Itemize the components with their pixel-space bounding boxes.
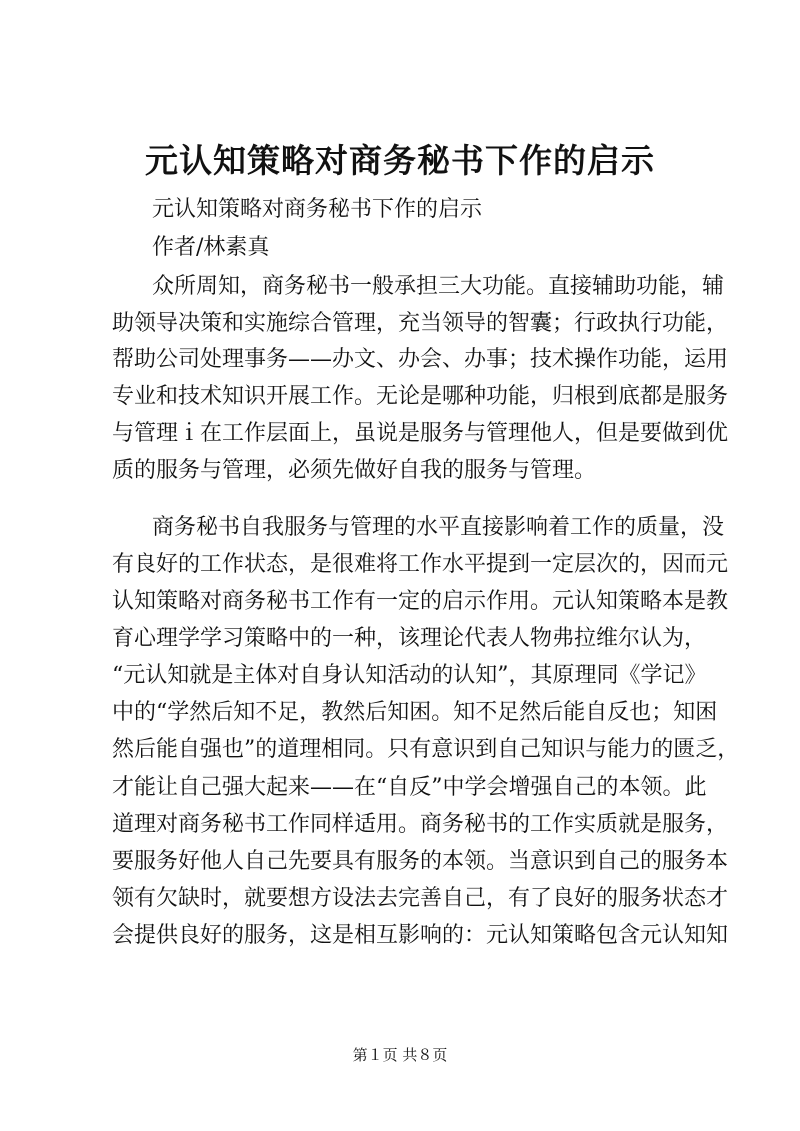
paragraph-line: 领有欠缺时，就要想方设法去完善自己，有了良好的服务状态才 xyxy=(112,886,729,911)
paragraph-line: 会提供良好的服务，这是相互影响的：元认知策略包含元认知知 xyxy=(112,923,729,948)
paragraph-line: 专业和技术知识开展工作。无论是哪种功能，归根到底都是服务 xyxy=(112,384,729,409)
paragraph-line: 众所周知，商务秘书一般承担三大功能。直接辅助功能，辅 xyxy=(152,274,725,299)
paragraph-line: 然后能自强也”的道理相同。只有意识到自己知识与能力的匮乏， xyxy=(112,737,740,762)
paragraph-line: 道理对商务秘书工作同样适用。商务秘书的工作实质就是服务， xyxy=(112,812,729,837)
paragraph-line: 认知策略对商务秘书工作有一定的启示作用。元认知策略本是教 xyxy=(112,589,729,614)
document-title: 元认知策略对商务秘书下作的启示 xyxy=(145,141,655,180)
paragraph-line: 育心理学学习策略中的一种，该理论代表人物弗拉维尔认为， xyxy=(112,626,707,651)
paragraph-line: 有良好的工作状态，是很难将工作水平提到一定层次的，因而元 xyxy=(112,552,729,577)
paragraph-line: 商务秘书自我服务与管理的水平直接影响着工作的质量，没 xyxy=(152,515,725,540)
subtitle: 元认知策略对商务秘书下作的启示 xyxy=(152,197,483,222)
paragraph-line: 助领导决策和实施综合管理，充当领导的智囊；行政执行功能， xyxy=(112,311,729,336)
page-number-footer: 第１页 共８页 xyxy=(352,1046,448,1064)
paragraph-line: 帮助公司处理事务——办文、办会、办事；技术操作功能，运用 xyxy=(112,347,729,372)
author-line: 作者/林素真 xyxy=(152,235,270,260)
paragraph-line: 才能让自己强大起来——在“自反”中学会增强自己的本领。此 xyxy=(112,775,707,800)
paragraph-line: 要服务好他人自己先要具有服务的本领。当意识到自己的服务本 xyxy=(112,849,729,874)
paragraph-line: 与管理ｉ在工作层面上，虽说是服务与管理他人，但是要做到优 xyxy=(112,421,729,446)
paragraph-line: 质的服务与管理，必须先做好自我的服务与管理。 xyxy=(112,458,597,483)
paragraph-line: “元认知就是主体对自身认知活动的认知”，其原理同《学记》 xyxy=(112,663,707,688)
paragraph-line: 中的“学然后知不足，教然后知困。知不足然后能自反也；知困 xyxy=(112,700,718,725)
